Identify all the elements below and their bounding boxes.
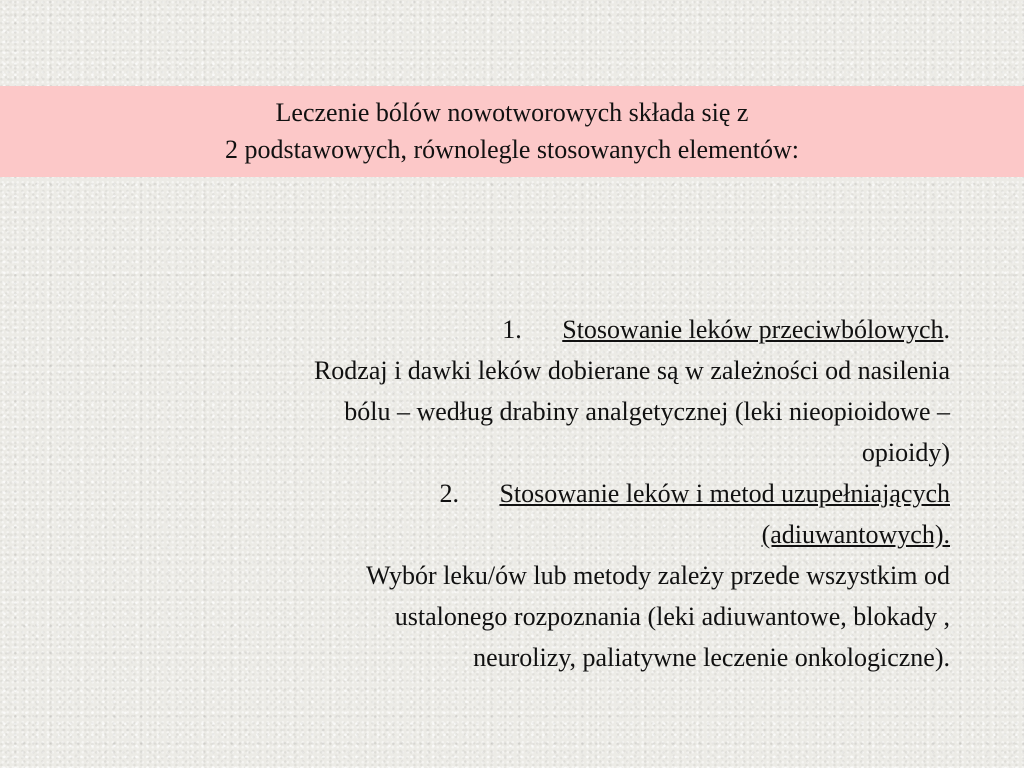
item-2-heading: Stosowanie leków i metod uzupełniających [499, 479, 950, 508]
item-2-heading-cont: (adiuwantowych). [761, 520, 950, 549]
slide-body [95, 309, 950, 678]
item-2-body-line-3: neurolizy, paliatywne leczenie onkologiczne). [473, 643, 950, 672]
item-2-heading-cont-line [95, 514, 950, 555]
item-1-heading-line [95, 309, 950, 350]
title-line-2: 2 podstawowych, równolegle stosowanych elementów: [224, 135, 800, 164]
item-1-heading: Stosowanie leków przeciwbólowych [562, 315, 944, 344]
item-1-body-line-3: opioidy) [861, 438, 950, 467]
title-line-1: Leczenie bólów nowotworowych składa się z [275, 98, 749, 127]
item-2-body-line-2: ustalonego rozpoznania (leki adiuwantowe, blokady , [394, 602, 950, 631]
item-2-body-line-1: Wybór leku/ów lub metody zależy przede wszystkim od [366, 561, 950, 590]
item-1-body-line-2: bólu – według drabiny analgetycznej (leki nieopioidowe – [344, 397, 950, 426]
item-2-heading-line [95, 473, 950, 514]
item-2-number: 2. [439, 479, 459, 508]
item-1-number: 1. [502, 315, 522, 344]
item-1-body-line-1: Rodzaj i dawki leków dobierane są w zależności od nasilenia [313, 356, 950, 385]
title-banner [0, 86, 1024, 177]
item-1-heading-period: . [943, 315, 950, 344]
